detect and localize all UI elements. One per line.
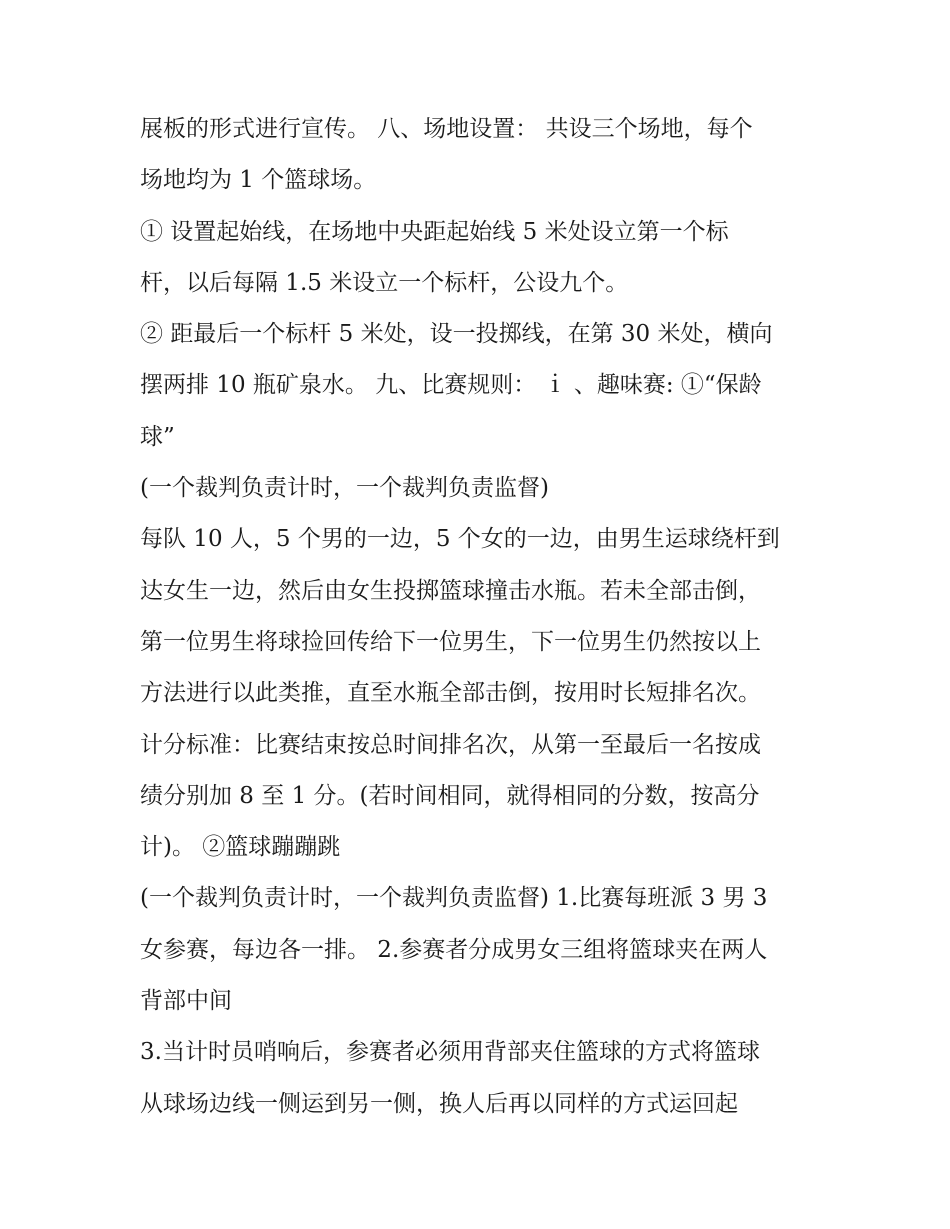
text-line: 达女生一边，然后由女生投掷篮球撞击水瓶。若未全部击倒， [140,577,761,604]
text-line: 计分标准：比赛结束按总时间排名次，从第一至最后一名按成 [140,731,761,758]
text-line: 计)。 ②篮球蹦蹦跳 [140,834,341,861]
text-line: ① 设置起始线，在场地中央距起始线 5 米处设立第一个标 [140,218,729,245]
text-line: 展板的形式进行宣传。 八、场地设置： 共设三个场地，每个 [140,116,753,142]
text-line: 第一位男生将球捡回传给下一位男生，下一位男生仍然按以上 [140,628,761,655]
body-text [140,107,830,1133]
text-line: (一个裁判负责计时，一个裁判负责监督) 1.比赛每班派 3 男 3 [140,885,768,912]
text-line: 每队 10 人，5 个男的一边，5 个女的一边，由男生运球绕杆到 [140,526,780,553]
text-line: (一个裁判负责计时，一个裁判负责监督) [140,475,549,502]
text-line: 从球场边线一侧运到另一侧，换人后再以同样的方式运回起 [140,1090,738,1117]
text-line: 背部中间 [140,988,232,1015]
text-line: ② 距最后一个标杆 5 米处，设一投掷线，在第 30 米处，横向 [140,321,773,348]
text-line: 场地均为 1 个篮球场。 [140,167,377,194]
text-line: 方法进行以此类推，直至水瓶全部击倒，按用时长短排名次。 [140,680,761,707]
text-line: 摆两排 10 瓶矿泉水。 九、比赛规则： ｉ 、趣味赛: ①“保龄 [140,372,762,399]
text-line: 3.当计时员哨响后，参赛者必须用背部夹住篮球的方式将篮球 [140,1039,760,1066]
text-line: 女参赛，每边各一排。 2.参赛者分成男女三组将篮球夹在两人 [140,936,768,963]
text-line: 杆，以后每隔 1.5 米设立一个标杆，公设九个。 [140,269,629,296]
text-line: 球” [140,423,175,450]
text-line: 绩分别加 8 至 1 分。(若时间相同，就得相同的分数，按高分 [140,782,760,809]
